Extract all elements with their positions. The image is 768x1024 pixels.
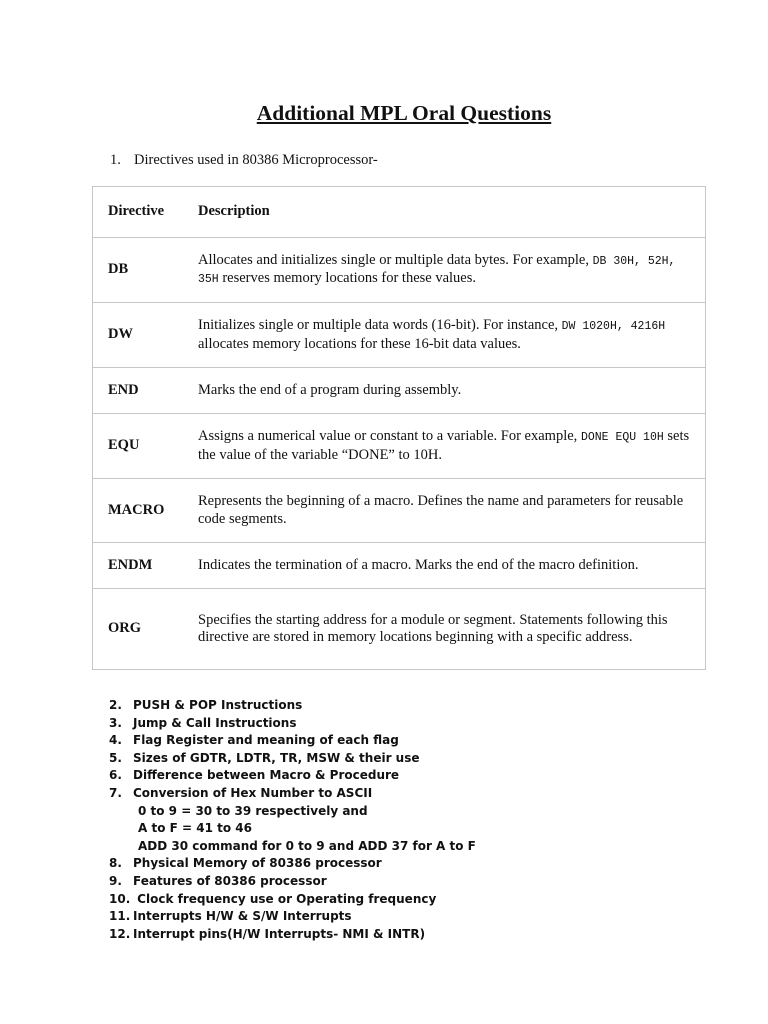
description-cell [198,414,706,479]
question-number: 12. [109,926,131,941]
question-text: Features of 80386 processor [133,873,327,888]
code-snippet: DB 30H, 52H, 35H [198,254,676,286]
directive-cell: DW [93,303,199,368]
directive-cell: EQU [93,414,199,479]
description-cell [198,303,706,368]
header-directive: Directive [93,187,199,238]
question-text: Clock frequency use or Operating frequency [133,891,437,906]
description-text: reserves memory locations for these values. [222,270,477,286]
list-item [109,715,476,733]
question-number: 10. [109,891,131,906]
question-1 [110,152,378,169]
question-text: Jump & Call Instructions [133,715,297,730]
question-text: Interrupt pins(H/W Interrupts- NMI & INTR) [133,926,426,941]
question-text: A to F = 41 to 46 [138,821,252,836]
list-item [109,855,476,873]
list-item [109,697,476,715]
list-item [109,767,476,785]
question-number: 2. [109,698,122,712]
description-text: Marks the end of a program during assembly. [198,381,462,398]
description-cell: Specifies the starting address for a module or segment. Statements following this directive are stored in memory locations beginning with a specific address. [198,589,706,670]
list-item [109,750,476,768]
description-cell [198,238,706,303]
question-number: 5. [109,750,122,765]
description-text: Assigns a numerical value or constant to a variable. For example, [198,428,578,444]
table-row [93,479,706,543]
question-1-text: Directives used in 80386 Microprocessor- [134,152,378,168]
question-number: 4. [109,733,122,748]
directives-table [92,186,706,670]
directive-cell: ORG [93,589,199,670]
question-number: 11. [109,909,131,924]
question-number: 6. [109,768,122,783]
table-row [93,368,706,414]
question-text: Difference between Macro & Procedure [133,768,400,783]
list-item [109,838,476,856]
question-text: Sizes of GDTR, LDTR, TR, MSW & their use [133,750,420,765]
question-number: 8. [109,856,122,871]
table-row [93,414,706,479]
table-header-row [93,187,706,238]
header-description: Description [198,187,706,238]
list-item [109,803,476,821]
list-item [109,908,476,926]
directive-cell: ENDM [93,543,199,589]
description-text: allocates memory locations for these 16-bit data values. [198,335,521,352]
directive-cell: MACRO [93,479,199,543]
question-number: 3. [109,715,122,730]
list-item [109,926,476,944]
list-item [109,873,476,891]
directive-cell: END [93,368,199,414]
description-cell: Represents the beginning of a macro. Defines the name and parameters for reusable code segments. [198,479,706,543]
directive-cell: DB [93,238,199,303]
question-text: PUSH & POP Instructions [133,698,303,712]
table-row [93,238,706,303]
question-text: Interrupts H/W & S/W Interrupts [133,909,352,924]
question-number: 9. [109,873,122,888]
list-item [109,785,476,803]
description-cell: Indicates the termination of a macro. Marks the end of the macro definition. [198,543,706,589]
question-text: Physical Memory of 80386 processor [133,856,382,871]
list-item [109,732,476,750]
question-text: Flag Register and meaning of each flag [133,733,399,748]
table-row [93,303,706,368]
description-text: Allocates and initializes single or multiple data bytes. For example, [198,251,589,268]
question-text: ADD 30 command for 0 to 9 and ADD 37 for A to F [138,838,476,853]
description-text: Initializes single or multiple data words (16-bit). For instance, [198,317,559,333]
question-1-number: 1. [110,152,121,168]
question-number: 7. [109,785,122,800]
table-row [93,589,706,670]
question-text: 0 to 9 = 30 to 39 respectively and [138,803,368,818]
list-item [109,820,476,838]
table-row [93,543,706,589]
code-snippet: DONE EQU 10H [580,431,664,444]
description-cell [198,368,706,414]
code-snippet: DW 1020H, 4216H [561,320,666,333]
description-text: sets the value of the variable “DONE” to 10H. [198,428,690,463]
question-text: Conversion of Hex Number to ASCII [133,785,373,800]
page-title: Additional MPL Oral Questions [256,101,552,125]
question-list [109,697,476,943]
list-item [109,891,476,909]
